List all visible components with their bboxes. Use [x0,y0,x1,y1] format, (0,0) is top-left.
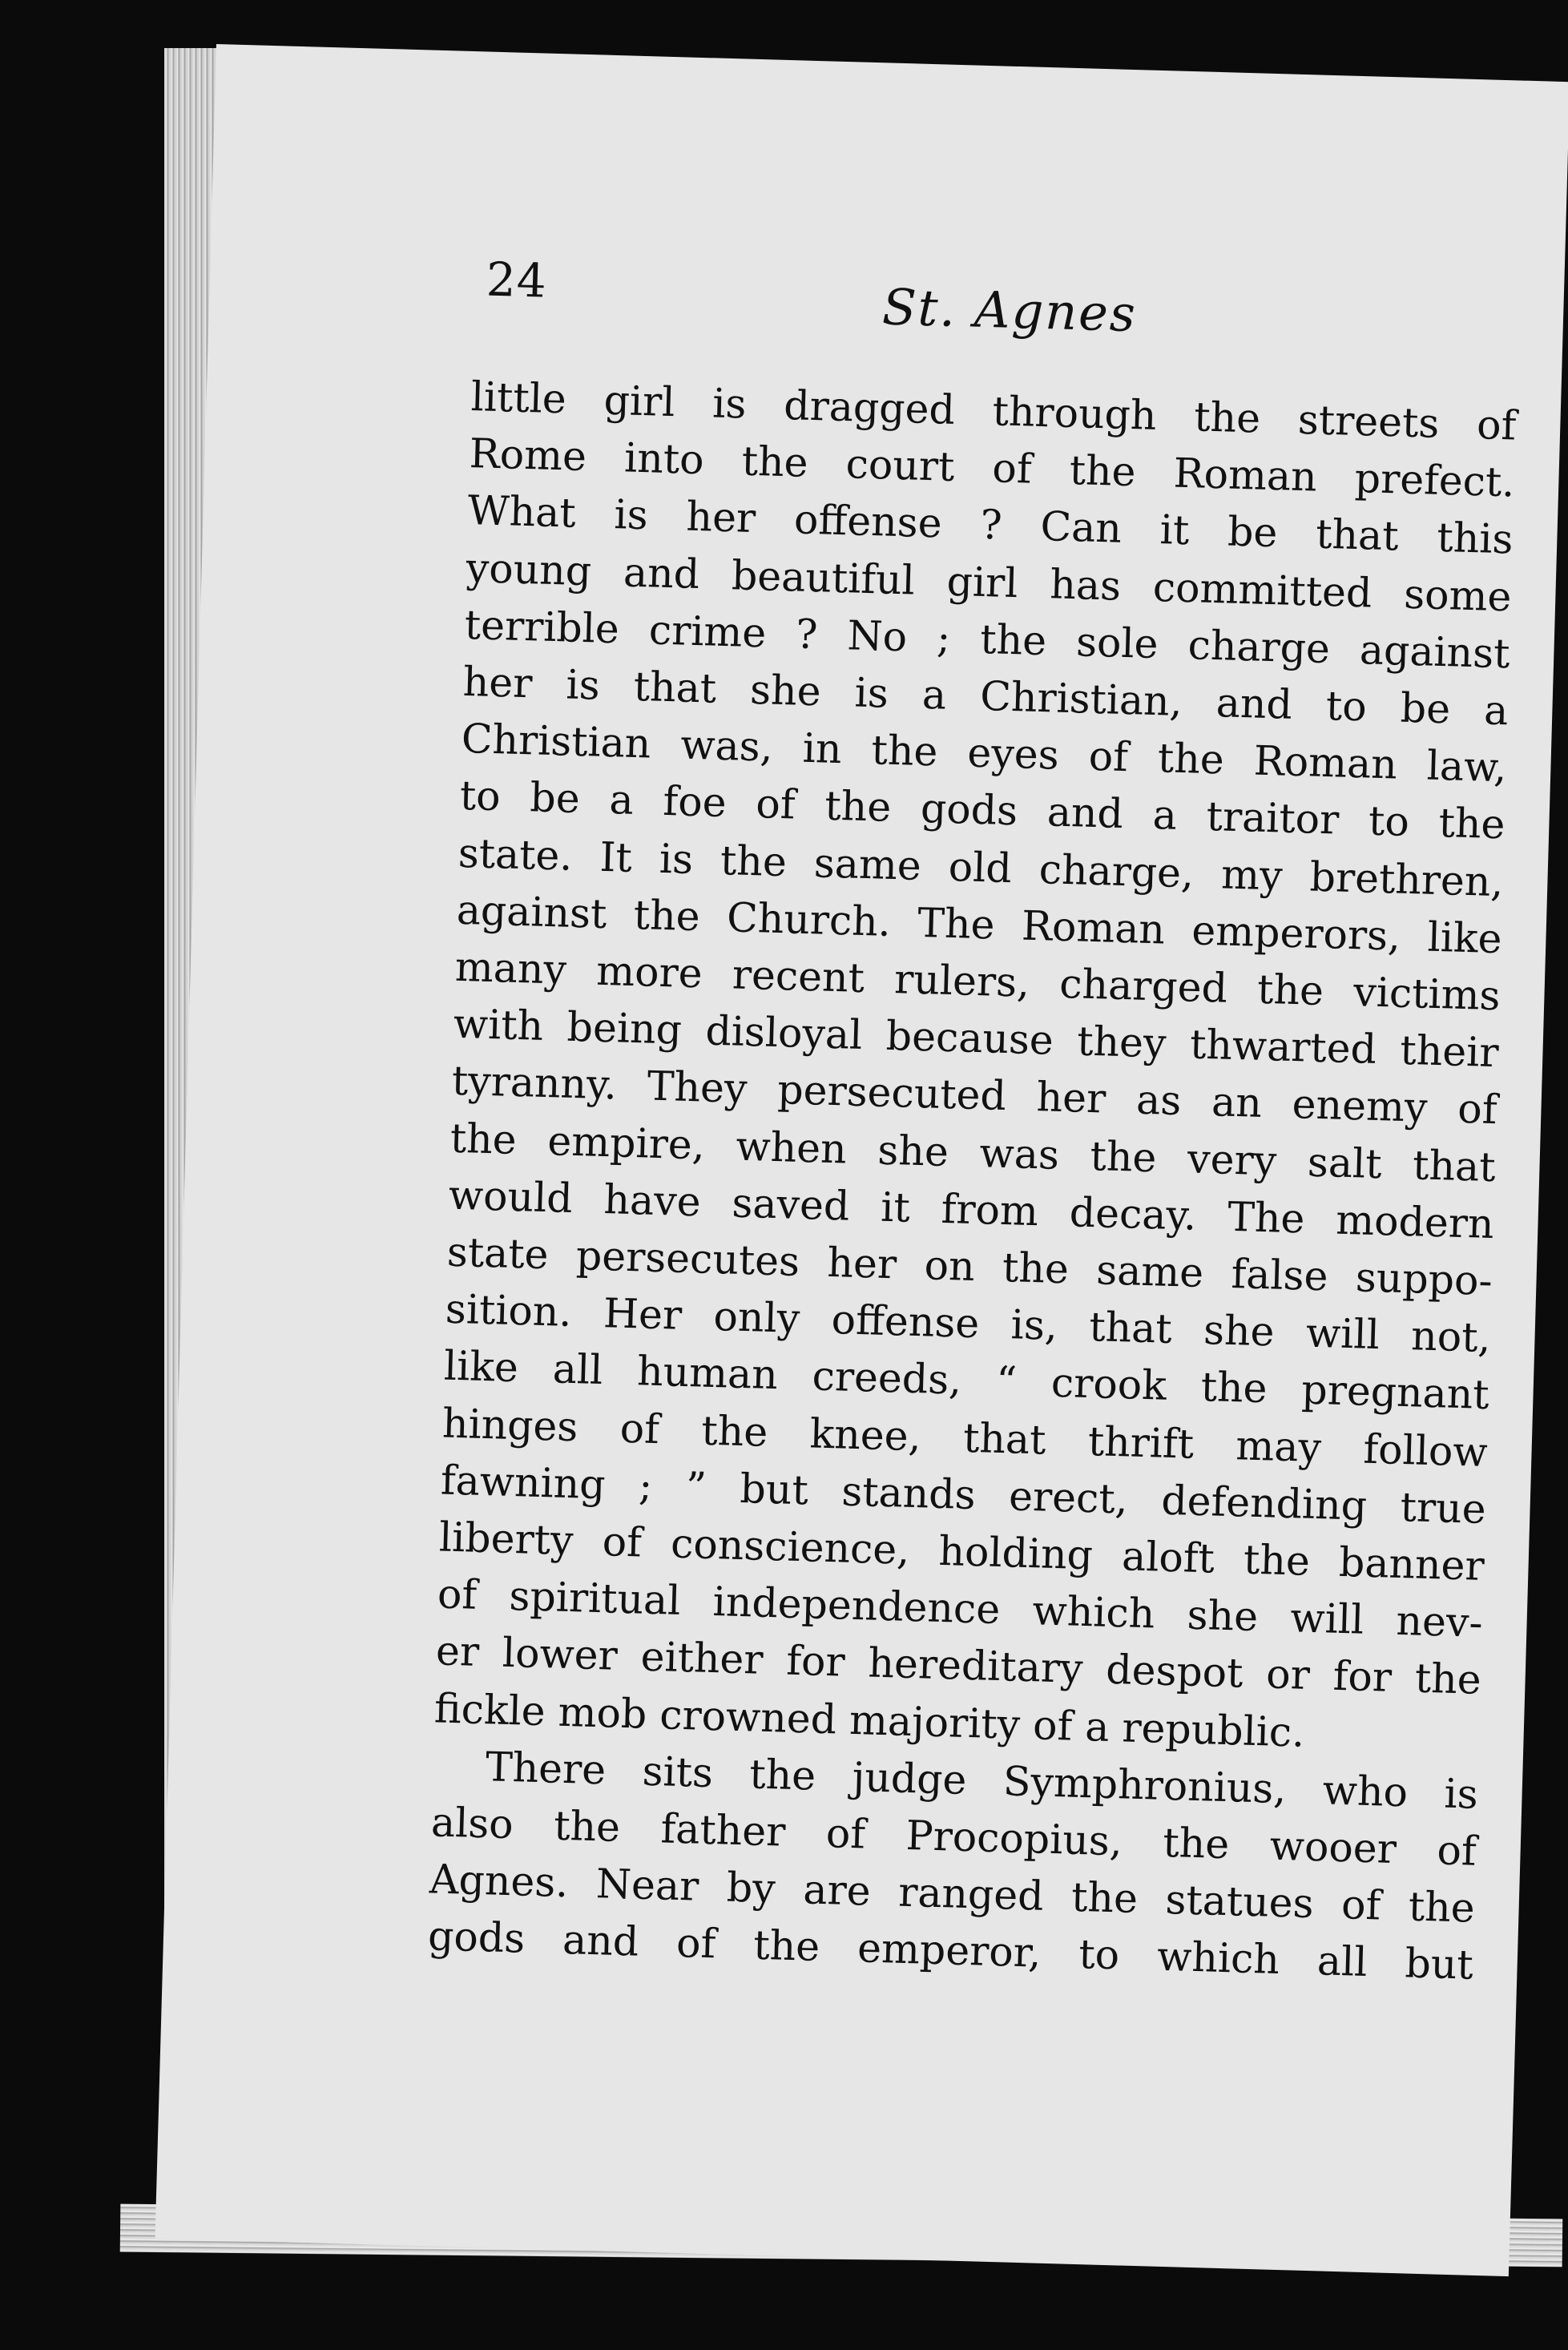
running-title: St. Agnes [881,277,1138,344]
text-line: with being disloyal because they thwarted their [453,999,1500,1077]
text-line: state. It is the same old charge, my brethren, [458,828,1505,905]
text-line: many more recent rulers, charged the victims [454,942,1501,1020]
page-number: 24 [485,252,548,308]
text-line: would have saved it from decay. The modern [448,1171,1495,1248]
text-line: What is her offense ? Can it be that this [467,486,1514,563]
text-line: tyranny. They persecuted her as an enemy of [451,1057,1498,1134]
text-line: There sits the judge Symphronius, who is [485,1743,1479,1818]
text-line: against the Church. The Roman emperors, like [456,885,1503,963]
text-line: to be a foe of the gods and a traitor to the [459,772,1506,848]
text-line: sition. Her only offense is, that she will not, [445,1284,1492,1362]
text-line: hinges of the knee, that thrift may follow [441,1399,1489,1476]
text-line: of spiritual independence which she will nev- [437,1570,1484,1647]
text-line: terrible crime ? No ; the sole charge against [464,600,1511,678]
text-line: Christian was, in the eyes of the Roman law, [461,715,1508,792]
text-line: fawning ; ” but stands erect, defending true [440,1456,1487,1533]
text-line: young and beautiful girl has committed some [466,543,1513,620]
text-line: Agnes. Near by are ranged the statues of the [429,1855,1476,1933]
text-line: like all human creeds, “ crook the pregnant [443,1342,1490,1419]
text-line: liberty of conscience, holding aloft the banner [438,1513,1485,1590]
text-line: fickle mob crowned majority of a republic. [433,1684,1306,1756]
text-line: also the father of Procopius, the wooer of [430,1798,1477,1875]
text-line: Rome into the court of the Roman prefect. [469,429,1516,506]
text-line: gods and of the emperor, to which all but [427,1912,1474,1989]
book-page [155,44,1568,2276]
text-line: the empire, when she was the very salt that [449,1114,1497,1191]
text-line: her is that she is a Christian, and to be a [462,657,1510,735]
text-line: state persecutes her on the same false suppo- [446,1227,1493,1305]
text-line: little girl is dragged through the streets of [470,373,1518,449]
text-line: er lower either for hereditary despot or for the [435,1626,1482,1704]
body-text [427,368,1517,1993]
